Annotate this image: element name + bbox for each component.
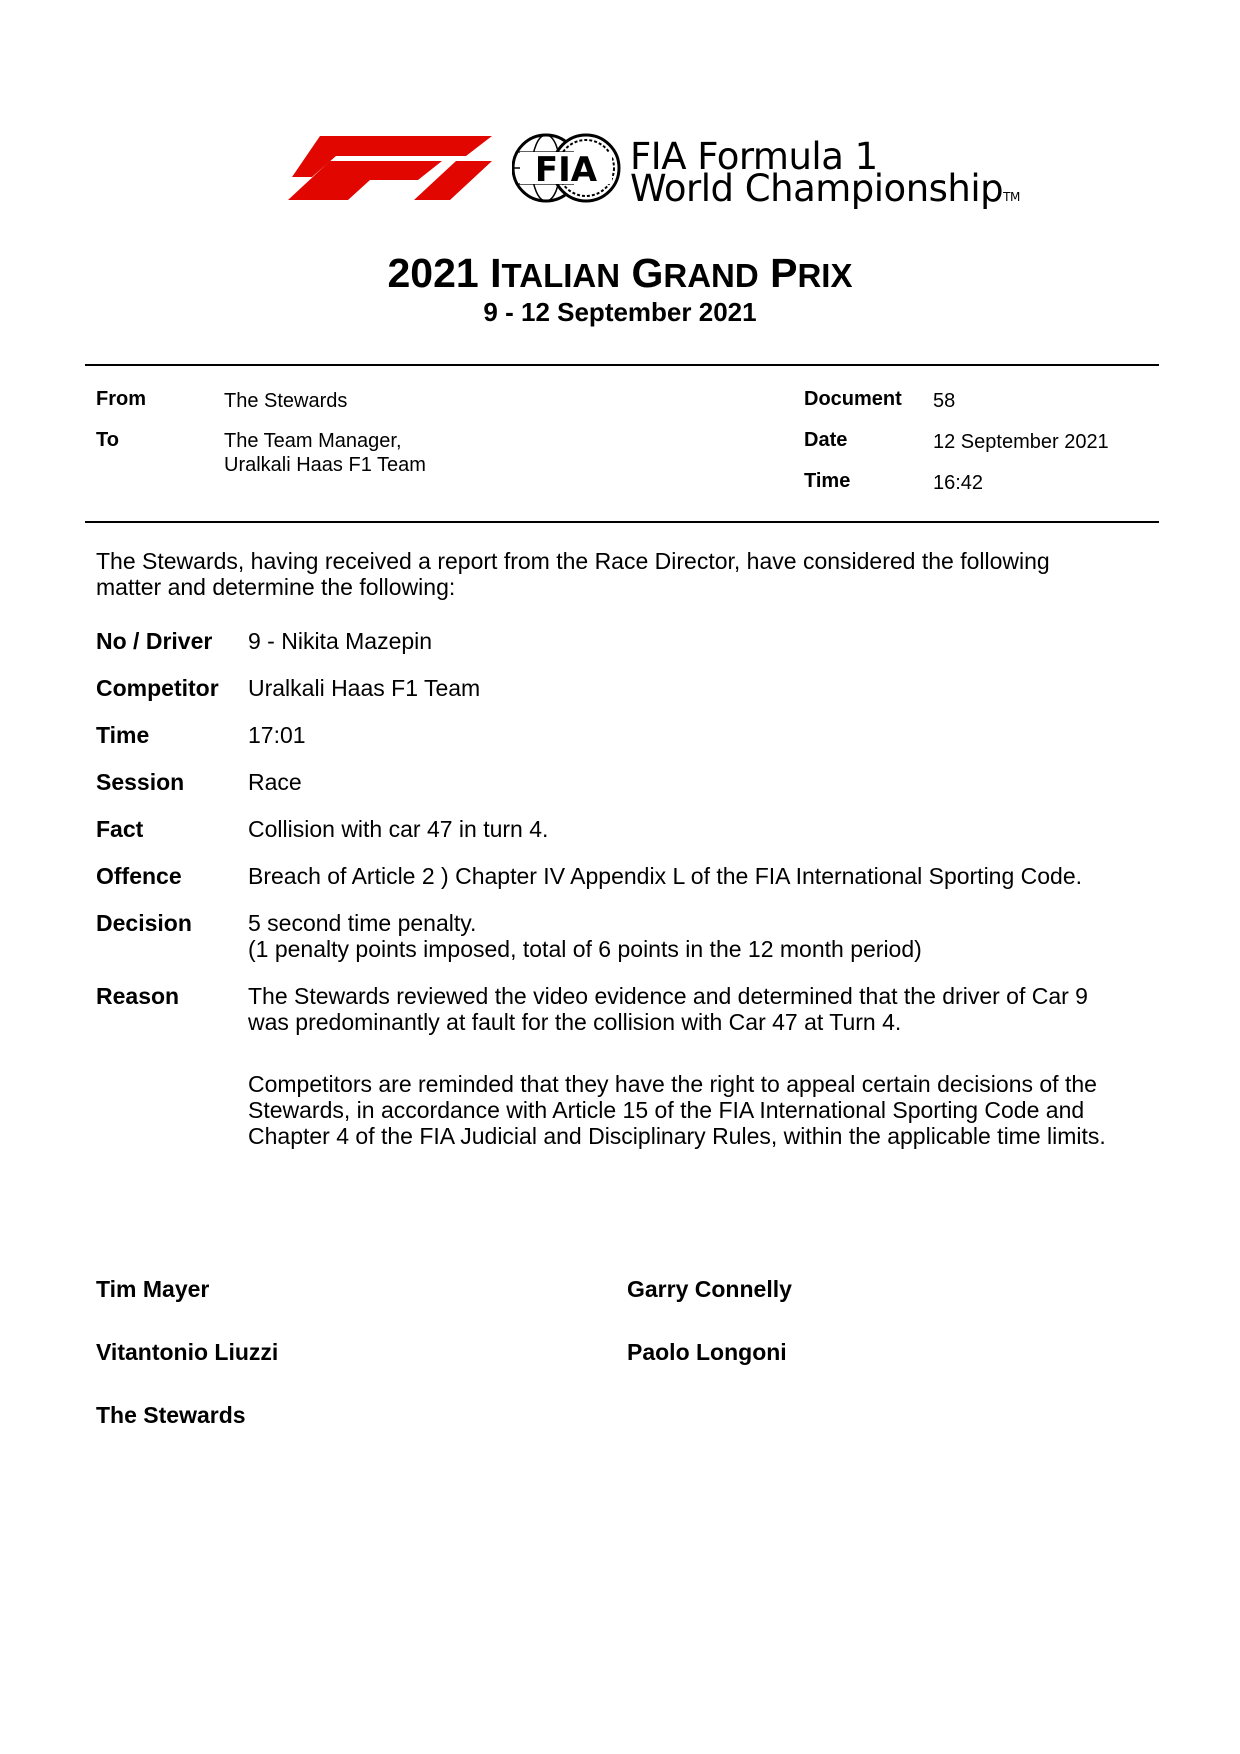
fia-emblem-text: FIA [534,150,598,190]
driver-value: 9 - Nikita Mazepin [248,628,433,654]
reason-line1: The Stewards reviewed the video evidence and determined that the driver of Car 9 [248,983,1088,1009]
incident-time-value: 17:01 [248,722,306,748]
reason-value [248,983,1148,1035]
steward-name: Tim Mayer [96,1276,210,1302]
appeal-line2: Stewards, in accordance with Article 15 of the FIA International Sporting Code and [248,1097,1085,1123]
trademark-mark: TM [1003,190,1020,204]
to-value-line1: The Team Manager, [224,430,402,452]
session-label: Session [96,769,185,795]
appeal-line1: Competitors are reminded that they have the right to appeal certain decisions of the [248,1071,1097,1097]
event-title [0,250,1240,297]
fia-emblem-icon [512,128,624,208]
from-label: From [96,388,146,410]
event-word-3: PRIX [770,250,853,296]
event-word-1: ITALIAN [490,250,621,296]
appeal-line3: Chapter 4 of the FIA Judicial and Disciplinary Rules, within the applicable time limits. [248,1123,1106,1149]
header-divider-top [85,364,1159,366]
offence-label: Offence [96,863,182,889]
fia-f1-logo [260,128,1020,208]
f1-logo-icon [260,136,500,200]
session-value: Race [248,769,302,795]
logo-title-line1: FIA Formula 1 [630,135,878,178]
document-label: Document [804,388,902,410]
logo-title-line2 [630,167,1020,210]
incident-time-label: Time [96,722,150,748]
to-value [224,429,426,477]
appeal-notice [248,1071,1148,1149]
reason-label: Reason [96,983,180,1009]
reason-line2: was predominantly at fault for the collision with Car 47 at Turn 4. [248,1009,902,1035]
intro-paragraph [96,548,1136,600]
intro-line2: matter and determine the following: [96,574,456,600]
competitor-label: Competitor [96,675,219,701]
to-label: To [96,429,119,451]
fact-label: Fact [96,816,144,842]
time-label: Time [804,470,851,492]
document-number: 58 [933,390,956,412]
decision-value [248,910,1148,962]
driver-label: No / Driver [96,628,213,654]
event-year: 2021 [387,250,479,296]
competitor-value: Uralkali Haas F1 Team [248,675,481,701]
steward-name: Vitantonio Liuzzi [96,1339,279,1365]
steward-name: Garry Connelly [627,1276,792,1302]
steward-name: Paolo Longoni [627,1339,787,1365]
event-dates: 9 - 12 September 2021 [483,297,757,327]
logo-title-line2-text: World Championship [630,167,1004,210]
date-value: 12 September 2021 [933,431,1109,453]
to-value-line2: Uralkali Haas F1 Team [224,454,426,476]
signature-footer: The Stewards [96,1402,246,1428]
decision-line2: (1 penalty points imposed, total of 6 points in the 12 month period) [248,936,922,962]
date-label: Date [804,429,848,451]
time-value: 16:42 [933,472,984,494]
event-word-2: GRAND [631,250,759,296]
header-divider-bottom [85,521,1159,523]
from-value: The Stewards [224,390,348,412]
offence-value: Breach of Article 2 ) Chapter IV Appendix L of the FIA International Sporting Code. [248,863,1083,889]
decision-line1: 5 second time penalty. [248,910,477,936]
decision-label: Decision [96,910,192,936]
fact-value: Collision with car 47 in turn 4. [248,816,549,842]
intro-line1: The Stewards, having received a report from the Race Director, have considered the following [96,548,1050,574]
